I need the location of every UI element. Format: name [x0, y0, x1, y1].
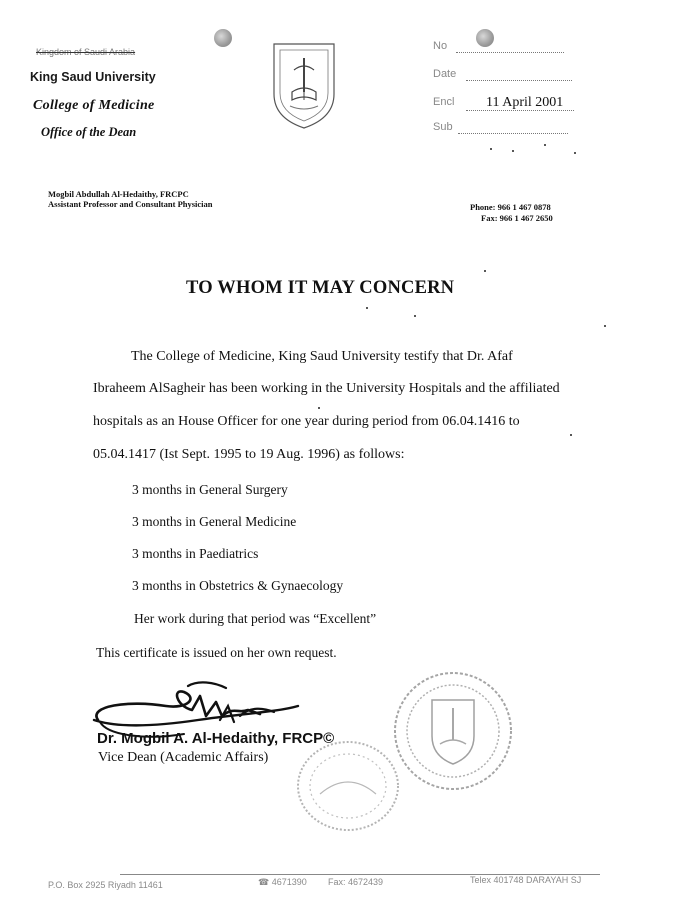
date-line	[466, 80, 572, 81]
scan-speck	[574, 152, 576, 154]
scan-speck	[484, 270, 486, 272]
rotation-item: 3 months in General Surgery	[132, 482, 288, 497]
no-line	[456, 52, 564, 53]
scan-speck	[544, 144, 546, 146]
sender-name: Mogbil Abdullah Al-Hedaithy, FRCPC	[48, 189, 189, 199]
fax-number: Fax: 966 1 467 2650	[481, 213, 553, 223]
university-name: King Saud University	[30, 70, 156, 84]
scan-speck	[604, 325, 606, 327]
closing-line: This certificate is issued on her own request.	[96, 645, 337, 660]
body-line-3: hospitals as an House Officer for one year during period from 06.04.1416 to	[93, 414, 520, 429]
signatory-title: Vice Dean (Academic Affairs)	[98, 750, 269, 765]
rotation-item: 3 months in General Medicine	[132, 514, 297, 529]
university-seal-logo	[268, 40, 340, 132]
kingdom-label: Kingdom of Saudi Arabia	[36, 47, 136, 57]
scan-speck	[414, 315, 416, 317]
scan-speck	[318, 407, 320, 409]
phone-number: Phone: 966 1 467 0878	[470, 202, 551, 212]
subject-line	[458, 133, 568, 134]
office-name: Office of the Dean	[41, 125, 137, 139]
body-line-2: Ibraheem AlSagheir has been working in the University Hospitals and the affiliated	[93, 381, 560, 396]
letter-heading: TO WHOM IT MAY CONCERN	[186, 278, 455, 298]
official-stamp-large	[392, 670, 514, 792]
scan-speck	[570, 434, 572, 436]
footer-pobox: P.O. Box 2925 Riyadh 11461	[48, 880, 163, 890]
sender-title: Assistant Professor and Consultant Physician	[48, 199, 213, 209]
body-line-4: 05.04.1417 (Ist Sept. 1995 to 19 Aug. 1996) as follows:	[93, 447, 405, 462]
punch-hole-right	[476, 29, 494, 47]
encl-label: Encl	[433, 96, 455, 108]
punch-hole-left	[214, 29, 232, 47]
rotation-item: 3 months in Paediatrics	[132, 546, 259, 561]
signatory-name: Dr. Mogbil A. Al-Hedaithy, FRCP©	[97, 730, 335, 747]
rotation-item: 3 months in Obstetrics & Gynaecology	[132, 578, 344, 593]
footer-telex: Telex 401748 DARAYAH SJ	[470, 875, 582, 885]
official-stamp-small	[296, 740, 400, 832]
evaluation-line: Her work during that period was “Excellent”	[134, 611, 377, 626]
scan-speck	[512, 150, 514, 152]
no-label: No	[433, 40, 448, 52]
footer-telephone: ☎ 4671390	[258, 877, 307, 887]
subject-label: Sub	[433, 121, 453, 133]
footer-fax: Fax: 4672439	[328, 877, 384, 887]
body-line-1: The College of Medicine, King Saud University testify that Dr. Afaf	[131, 349, 513, 364]
date-label: Date	[433, 68, 457, 80]
scan-speck	[490, 148, 492, 150]
encl-value: 11 April 2001	[486, 95, 564, 110]
encl-line	[466, 110, 574, 111]
college-name: College of Medicine	[33, 98, 155, 113]
scan-speck	[366, 307, 368, 309]
